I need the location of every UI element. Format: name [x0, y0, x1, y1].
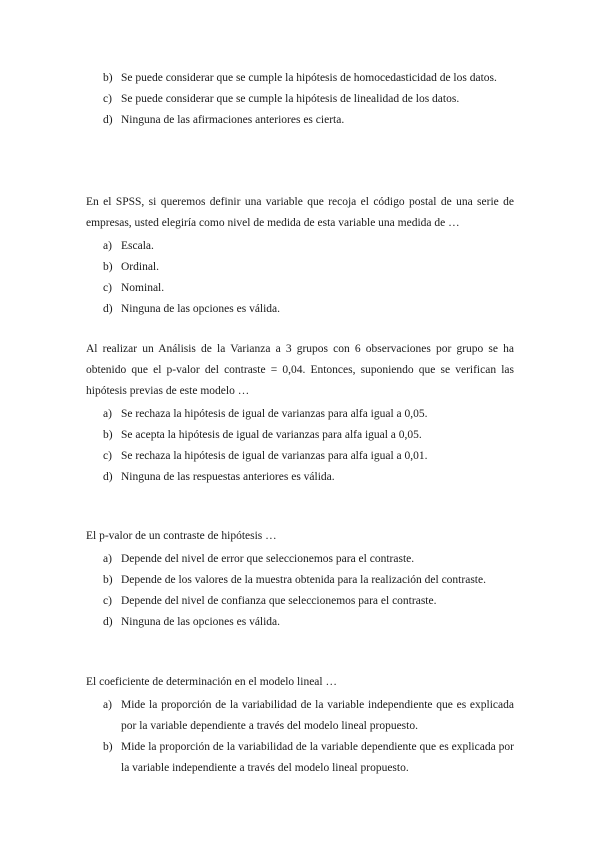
question-block-spss — [86, 192, 514, 320]
option-label: a) — [103, 408, 112, 420]
option-label: d) — [103, 114, 113, 126]
option-item — [86, 110, 514, 131]
option-item — [86, 737, 514, 779]
option-text: Ordinal. — [121, 261, 160, 273]
option-text: Se rechaza la hipótesis de igual de varianzas para alfa igual a 0,01. — [121, 450, 428, 462]
question-block-pvalue — [86, 526, 514, 633]
option-label: d) — [103, 471, 113, 483]
option-text: Nominal. — [121, 282, 165, 294]
option-label: b) — [103, 261, 113, 273]
option-text: Se acepta la hipótesis de igual de varianzas para alfa igual a 0,05. — [121, 429, 422, 441]
option-text: Escala. — [121, 240, 154, 252]
option-label: b) — [103, 741, 113, 753]
option-label: c) — [103, 93, 112, 105]
option-label: b) — [103, 429, 113, 441]
option-text: Depende de los valores de la muestra obtenida para la realización del contraste. — [121, 574, 486, 586]
option-label: b) — [103, 72, 113, 84]
option-text: Mide la proporción de la variabilidad de la variable dependiente que es explicada por la variable independiente a través del modelo lineal propuesto. — [121, 741, 514, 774]
option-item — [86, 591, 514, 612]
option-label: c) — [103, 450, 112, 462]
option-item — [86, 278, 514, 299]
question-text: En el SPSS, si queremos definir una variable que recoja el código postal de una serie de empresas, usted elegiría como nivel de medida de esta variable una medida de … — [86, 196, 514, 229]
option-item — [86, 68, 514, 89]
option-label: c) — [103, 595, 112, 607]
question-text: El coeficiente de determinación en el modelo lineal … — [86, 676, 337, 688]
option-item — [86, 612, 514, 633]
question-block-anova — [86, 339, 514, 488]
question-text: Al realizar un Análisis de la Varianza a 3 grupos con 6 observaciones por grupo se ha obtenido que el p-valor del contraste = 0,04. Entonces, suponiendo que se verifican las hipótesis previas de este modelo … — [86, 343, 514, 397]
option-text: Mide la proporción de la variabilidad de la variable independiente que es explicada por la variable dependiente a través del modelo lineal propuesto. — [121, 699, 514, 732]
question-text: El p-valor de un contraste de hipótesis … — [86, 530, 277, 542]
option-item — [86, 299, 514, 320]
option-label: a) — [103, 699, 112, 711]
option-text: Depende del nivel de error que seleccionemos para el contraste. — [121, 553, 415, 565]
option-text: Depende del nivel de confianza que seleccionemos para el contraste. — [121, 595, 437, 607]
option-label: d) — [103, 616, 113, 628]
option-label: b) — [103, 574, 113, 586]
option-item — [86, 570, 514, 591]
option-item — [86, 695, 514, 737]
option-item — [86, 89, 514, 110]
option-label: a) — [103, 240, 112, 252]
option-text: Se rechaza la hipótesis de igual de varianzas para alfa igual a 0,05. — [121, 408, 428, 420]
option-label: d) — [103, 303, 113, 315]
question-block-continuation — [86, 68, 514, 131]
option-text: Ninguna de las respuestas anteriores es válida. — [121, 471, 335, 483]
option-text: Se puede considerar que se cumple la hipótesis de linealidad de los datos. — [121, 93, 460, 105]
option-text: Ninguna de las opciones es válida. — [121, 303, 281, 315]
option-label: c) — [103, 282, 112, 294]
option-text: Ninguna de las afirmaciones anteriores es cierta. — [121, 114, 345, 126]
option-text: Ninguna de las opciones es válida. — [121, 616, 281, 628]
question-block-determination — [86, 672, 514, 779]
option-item — [86, 446, 514, 467]
option-item — [86, 404, 514, 425]
option-item — [86, 425, 514, 446]
option-label: a) — [103, 553, 112, 565]
option-item — [86, 236, 514, 257]
option-text: Se puede considerar que se cumple la hipótesis de homocedasticidad de los datos. — [121, 72, 497, 84]
option-item — [86, 467, 514, 488]
option-item — [86, 549, 514, 570]
option-item — [86, 257, 514, 278]
